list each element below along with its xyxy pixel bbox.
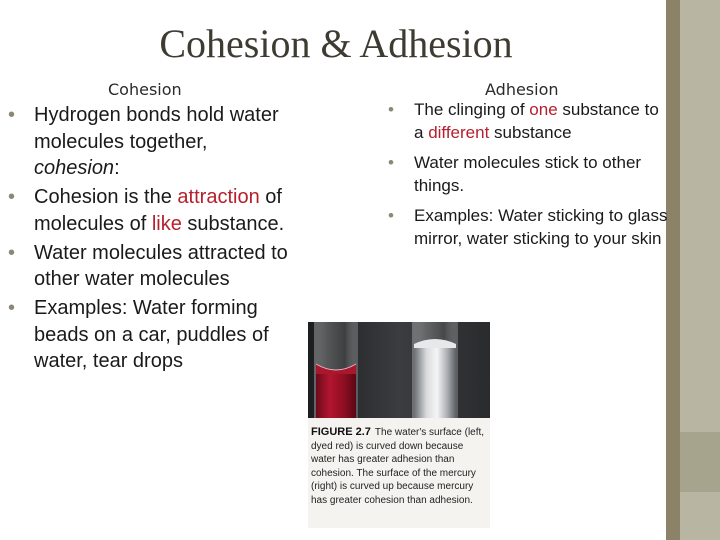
- bullet-marker: •: [388, 206, 394, 225]
- bullet-text: substance: [489, 123, 572, 142]
- decorative-side-bar: [666, 0, 720, 540]
- bullet-text: of molecules of: [34, 186, 282, 235]
- adhesion-bullet-list: [388, 98, 668, 257]
- highlighted-text: different: [428, 123, 490, 142]
- figure-caption: [308, 418, 490, 528]
- bullet-text: Hydrogen bonds hold water molecules together,: [34, 104, 279, 153]
- bullet-text: substance.: [181, 212, 285, 235]
- highlighted-text: attraction: [177, 186, 260, 208]
- bullet-marker: •: [388, 100, 394, 119]
- bullet-text: Examples: Water forming beads on a car, puddles of water, tear drops: [34, 297, 269, 372]
- bullet-marker: •: [8, 104, 16, 126]
- bullet-text: Examples: Water sticking to glass mirror, water sticking to your skin: [414, 206, 668, 248]
- bullet-text: Water molecules stick to other things.: [414, 153, 642, 195]
- test-tube-figure: [308, 322, 490, 528]
- cohesion-bullet-list: [8, 102, 290, 377]
- bullet-text: :: [114, 157, 120, 179]
- bullet-marker: •: [8, 186, 16, 208]
- bullet-marker: •: [8, 297, 16, 319]
- side-bar-accent-band: [680, 432, 720, 492]
- red-water: [316, 372, 356, 418]
- adhesion-bullet-item: [388, 204, 668, 250]
- adhesion-column-heading: Adhesion: [485, 80, 559, 99]
- figure-caption-body: The water's surface (left, dyed red) is curved down because water has greater adhesion than cohesion. The surface of the mercury (right) is curved up because mercury has greater cohesion than adhesion.: [311, 427, 485, 506]
- slide-title: Cohesion & Adhesion: [159, 21, 513, 66]
- bullet-text: Water molecules attracted to other water molecules: [34, 241, 288, 290]
- bullet-text: Cohesion is the: [34, 186, 178, 208]
- adhesion-bullet-item: [388, 151, 668, 197]
- cohesion-bullet-item: [8, 184, 290, 237]
- highlighted-text: like: [151, 212, 182, 235]
- bullet-text: The clinging of: [414, 100, 530, 119]
- highlighted-text: one: [529, 100, 558, 119]
- test-tube-photo: [308, 322, 490, 418]
- bullet-marker: •: [388, 153, 394, 172]
- figure-label: FIGURE 2.7: [311, 426, 371, 438]
- adhesion-bullet-item: [388, 98, 668, 144]
- bullet-marker: •: [8, 241, 16, 264]
- bullet-text: substance to a: [414, 100, 659, 142]
- caption-text: [311, 426, 487, 507]
- emphasized-text: cohesion: [34, 157, 115, 179]
- mercury-column: [414, 344, 456, 418]
- cohesion-bullet-item: [8, 295, 290, 375]
- cohesion-column-heading: Cohesion: [108, 80, 182, 99]
- cohesion-bullet-item: [8, 240, 290, 293]
- cohesion-bullet-item: [8, 102, 290, 182]
- test-tube-illustration: [308, 322, 490, 418]
